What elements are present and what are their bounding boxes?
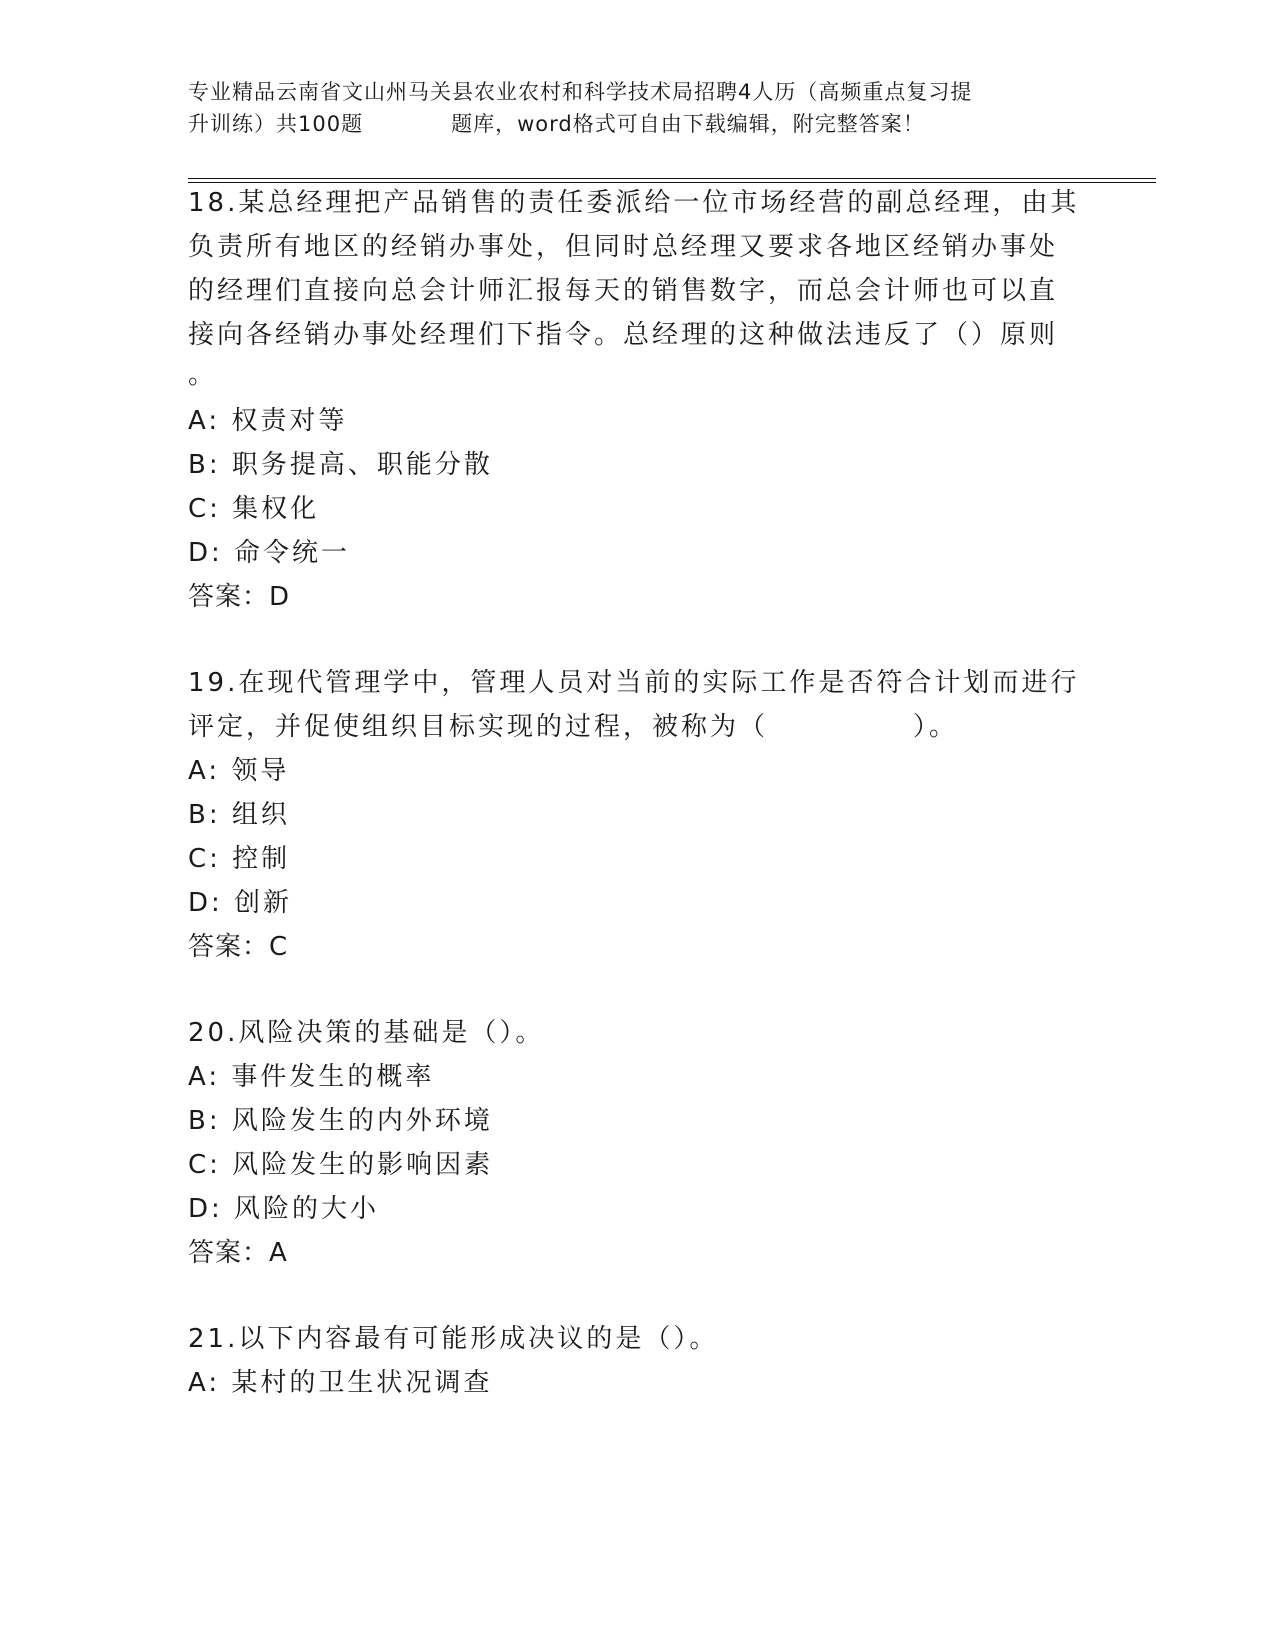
header-line-2: 升训练）共100题 题库，word格式可自由下载编辑，附完整答案！ — [188, 112, 925, 136]
document-header — [188, 76, 1088, 140]
question-stem-line: 18.某总经理把产品销售的责任委派给一位市场经营的副总经理，由其 — [188, 188, 1080, 218]
header-divider — [188, 178, 1156, 183]
option-c: C: 控制 — [188, 844, 291, 874]
question-stem-line: 的经理们直接向总会计师汇报每天的销售数字，而总会计师也可以直 — [188, 276, 1059, 306]
option-d: D: 风险的大小 — [188, 1194, 380, 1224]
option-a: A: 某村的卫生状况调查 — [188, 1368, 493, 1398]
answer-label: 答案：D — [188, 582, 291, 612]
question-stem-line: 接向各经销办事处经理们下指令。总经理的这种做法违反了（）原则 — [188, 320, 1059, 350]
option-d: D: 创新 — [188, 888, 293, 918]
question-stem-line: 20.风险决策的基础是（）。 — [188, 1018, 545, 1048]
option-c: C: 风险发生的影响因素 — [188, 1150, 494, 1180]
option-a: A: 事件发生的概率 — [188, 1062, 435, 1092]
question-stem-line: 负责所有地区的经销办事处，但同时总经理又要求各地区经销办事处 — [188, 232, 1059, 262]
question-stem-line: 。 — [188, 360, 218, 390]
question-stem-line: 19.在现代管理学中，管理人员对当前的实际工作是否符合计划而进行 — [188, 668, 1080, 698]
header-line-1: 专业精品云南省文山州马关县农业农村和科学技术局招聘4人历（高频重点复习提 — [188, 80, 973, 104]
question-stem-line: 评定，并促使组织目标实现的过程，被称为（ ）。 — [188, 712, 959, 742]
option-b: B: 风险发生的内外环境 — [188, 1106, 493, 1136]
option-a: A: 领导 — [188, 756, 290, 786]
answer-label: 答案：C — [188, 932, 289, 962]
option-b: B: 职务提高、职能分散 — [188, 450, 493, 480]
option-a: A: 权责对等 — [188, 406, 348, 436]
option-c: C: 集权化 — [188, 494, 320, 524]
option-b: B: 组织 — [188, 800, 290, 830]
option-d: D: 命令统一 — [188, 538, 351, 568]
question-stem-line: 21.以下内容最有可能形成决议的是（）。 — [188, 1324, 719, 1354]
answer-label: 答案：A — [188, 1238, 288, 1268]
